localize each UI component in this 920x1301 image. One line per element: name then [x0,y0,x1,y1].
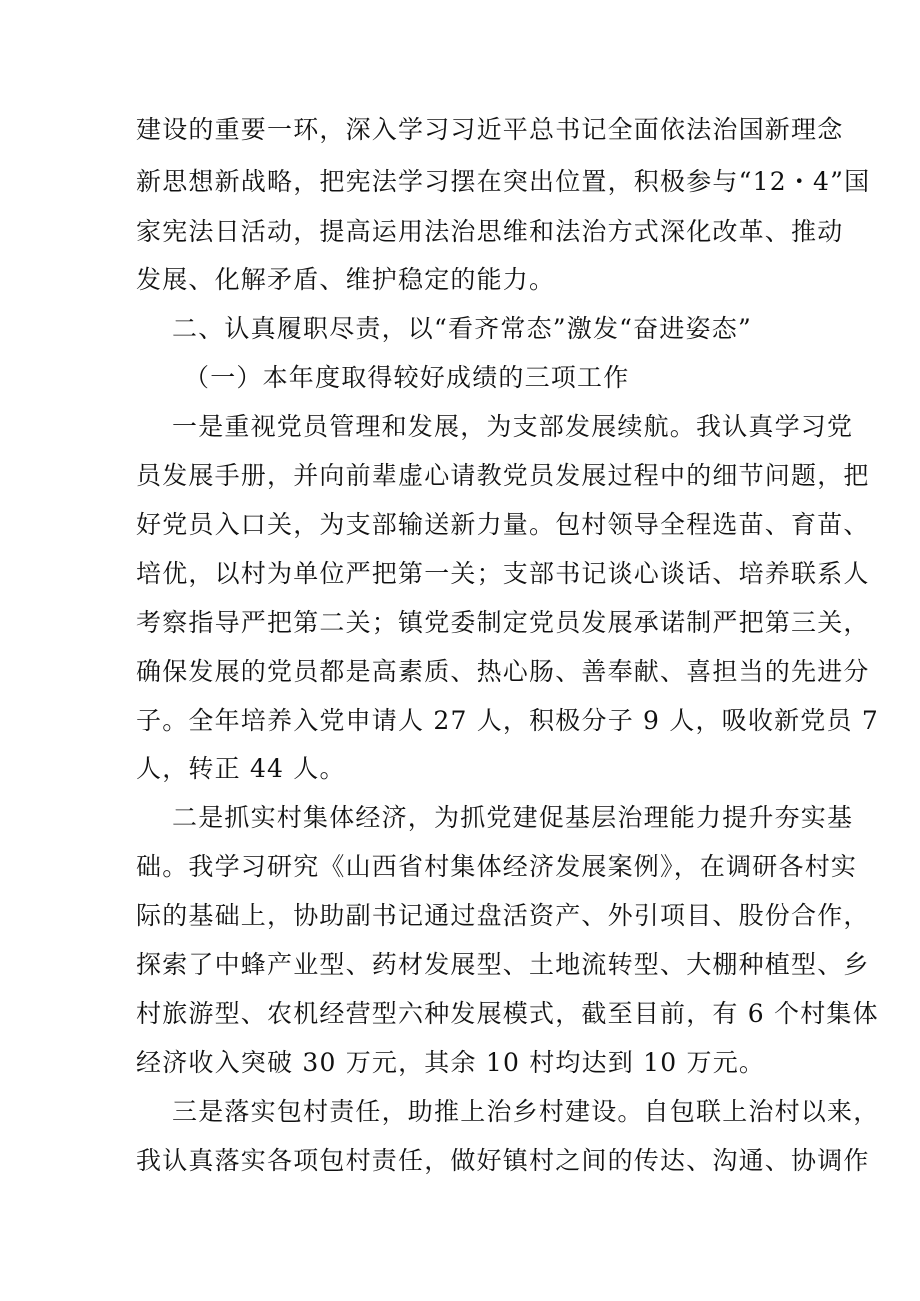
section-heading: 二、认真履职尽责，以“看齐常态”激发“奋进姿态” [172,314,752,343]
paragraph-line: 建设的重要一环，深入学习习近平总书记全面依法治国新理念 [136,115,844,144]
paragraph-line: 础。我学习研究《山西省村集体经济发展案例》，在调研各村实 [136,852,858,881]
paragraph-line: 家宪法日活动，提高运用法治思维和法治方式深化改革、推动 [136,217,844,246]
paragraph-line: 培优，以村为单位严把第一关；支部书记谈心谈话、培养联系人 [136,559,870,588]
paragraph-line: 员发展手册，并向前辈虚心请教党员发展过程中的细节问题，把 [136,461,870,490]
paragraph-line: 人，转正 44 人。 [136,754,346,783]
paragraph-line: 三是落实包村责任，助推上治乡村建设。自包联上治村以来， [172,1097,880,1126]
paragraph-line: 考察指导严把第二关；镇党委制定党员发展承诺制严把第三关， [136,608,870,637]
paragraph-line: 发展、化解矛盾、维护稳定的能力。 [136,265,556,294]
paragraph-line: 际的基础上，协助副书记通过盘活资产、外引项目、股份合作， [136,901,870,930]
paragraph-line: 子。全年培养入党申请人 27 人，积极分子 9 人，吸收新党员 7 [136,706,879,735]
paragraph-line: 村旅游型、农机经营型六种发展模式，截至目前，有 6 个村集体 [136,999,879,1028]
subsection-heading: （一）本年度取得较好成绩的三项工作 [184,363,630,392]
paragraph-line: 探索了中蜂产业型、药材发展型、土地流转型、大棚种植型、乡 [136,950,870,979]
paragraph-line: 一是重视党员管理和发展，为支部发展续航。我认真学习党 [172,412,854,441]
paragraph-line: 我认真落实各项包村责任，做好镇村之间的传达、沟通、协调作 [136,1146,870,1175]
paragraph-line: 经济收入突破 30 万元，其余 10 村均达到 10 万元。 [136,1048,766,1077]
paragraph-line: 新思想新战略，把宪法学习摆在突出位置，积极参与“12・4”国 [136,167,871,196]
paragraph-line: 确保发展的党员都是高素质、热心肠、善奉献、喜担当的先进分 [136,657,870,686]
paragraph-line: 好党员入口关，为支部输送新力量。包村领导全程选苗、育苗、 [136,510,870,539]
paragraph-line: 二是抓实村集体经济，为抓党建促基层治理能力提升夯实基 [172,803,854,832]
